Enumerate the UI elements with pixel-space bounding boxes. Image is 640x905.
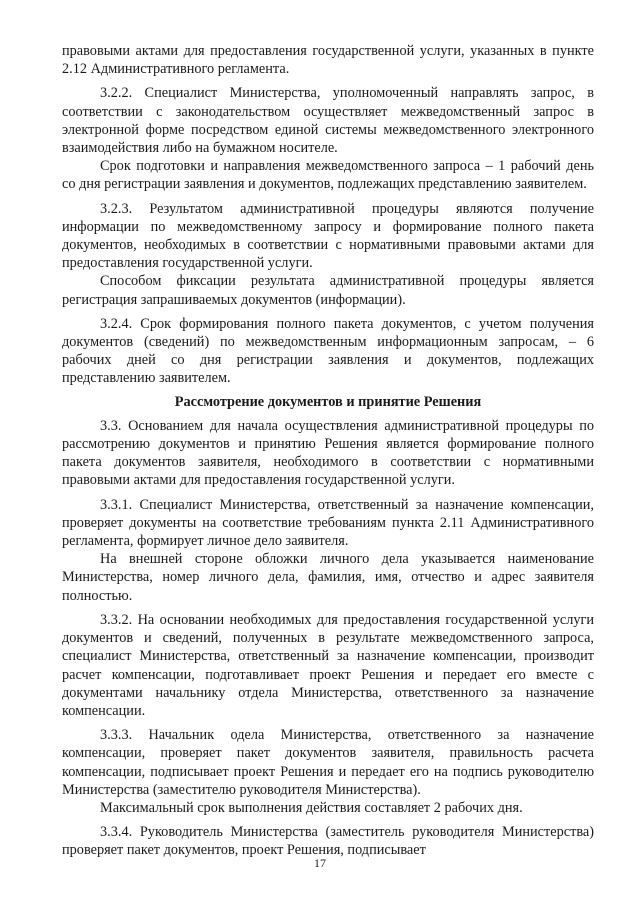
document-page xyxy=(62,42,594,860)
paragraph-3-3: 3.3. Основанием для начала осуществления административной процедуры по рассмотрению документов и принятию Решения является формирование полного пакета документов заявителя, необходимого в соответствии с нормативными правовыми актами для предоставления государственной услуги. xyxy=(62,417,594,489)
paragraph-cover-info: На внешней стороне обложки личного дела указывается наименование Министерства, номер личного дела, фамилия, имя, отчество и адрес заявителя полностью. xyxy=(62,551,594,604)
paragraph-3-3-4: 3.3.4. Руководитель Министерства (заместитель руководителя Министерства) проверяет пакет документов, проект Решения, подписывает xyxy=(62,824,594,859)
section-heading: Рассмотрение документов и принятие Решения xyxy=(174,393,482,410)
paragraph-continuation: правовыми актами для предоставления государственной услуги, указанных в пункте 2.12 Административного регламента. xyxy=(62,43,594,78)
paragraph-request-deadline: Срок подготовки и направления межведомственного запроса – 1 рабочий день со дня регистрации заявления и документов, подлежащих представлению заявителем. xyxy=(62,158,594,193)
page-number: 17 xyxy=(314,856,326,870)
paragraph-3-2-3: 3.2.3. Результатом административной процедуры являются получение информации по межведомственному запросу и формирование полного пакета документов, необходимых в соответствии с нормативными правовыми актами для предоставления государственной услуги. xyxy=(62,200,594,272)
paragraph-max-deadline: Максимальный срок выполнения действия составляет 2 рабочих дня. xyxy=(100,799,523,816)
paragraph-3-3-1: 3.3.1. Специалист Министерства, ответственный за назначение компенсации, проверяет документы на соответствие требованиям пункта 2.11 Административного регламента, формирует личное дело заявителя. xyxy=(62,496,594,550)
paragraph-3-3-2: 3.3.2. На основании необходимых для предоставления государственной услуги документов и сведений, полученных в результате межведомственного запроса, специалист Министерства, ответственный за назначение компенсации, производит расчет компенсации, подготавливает проект Решения и передает его вместе с документами начальнику отдела Министерства, ответственного за назначение компенсации. xyxy=(62,611,594,719)
paragraph-3-3-3: 3.3.3. Начальник одела Министерства, ответственного за назначение компенсации, проверяет пакет документов заявителя, правильность расчета компенсации, подписывает проект Решения и передает его на подпись руководителю Министерства (заместителю руководителя Министерства). xyxy=(62,727,594,798)
paragraph-3-2-4: 3.2.4. Срок формирования полного пакета документов, с учетом получения документов (сведений) по межведомственным информационным запросам, – 6 рабочих дней со дня регистрации заявления и документов, подлежащих представлению заявителем. xyxy=(62,315,594,387)
paragraph-fixation-method: Способом фиксации результата административной процедуры является регистрация запрашиваемых документов (информации). xyxy=(62,273,594,308)
paragraph-3-2-2: 3.2.2. Специалист Министерства, уполномоченный направлять запрос, в соответствии с законодательством осуществляет межведомственный запрос в электронной форме посредством единой системы межведомственного электронного взаимодействия либо на бумажном носителе. xyxy=(62,85,594,157)
